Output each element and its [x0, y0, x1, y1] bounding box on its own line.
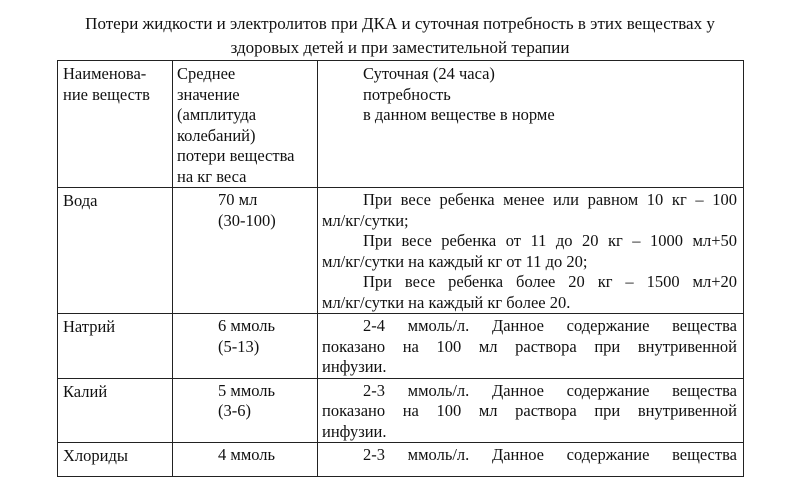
- daily-requirement: 2-3 ммоль/л. Данное содержание вещества показано на 100 мл раствора при внутривенной инфузии.: [318, 378, 744, 443]
- table-row: [58, 314, 744, 379]
- document-title-line-1: Потери жидкости и электролитов при ДКА и суточная потребность в этих веществах у: [85, 14, 715, 33]
- header-average-loss: Среднее значение (амплитуда колебаний) потери вещества на кг веса: [173, 61, 318, 188]
- table-row: [58, 188, 744, 314]
- header-substance-name: Наименова- ние веществ: [58, 61, 173, 188]
- daily-requirement: 2-4 ммоль/л. Данное содержание вещества показано на 100 мл раствора при внутривенной инфузии.: [318, 314, 744, 379]
- table-row: [58, 378, 744, 443]
- average-loss: 4 ммоль: [173, 443, 318, 477]
- average-loss: 5 ммоль (3-6): [173, 378, 318, 443]
- average-loss: 70 мл (30-100): [173, 188, 318, 314]
- daily-requirement: 2-3 ммоль/л. Данное содержание вещества: [318, 443, 744, 477]
- daily-requirement: При весе ребенка менее или равном 10 кг – 100 мл/кг/сутки; При весе ребенка от 11 до 20 кг – 1000 мл+50 мл/кг/сутки на каждый кг от 11 до 20; При весе ребенка более 20 кг – 1500 мл+20 мл/кг/сутки на каждый кг более 20.: [318, 188, 744, 314]
- table-header-row: [58, 61, 744, 188]
- average-loss: 6 ммоль (5-13): [173, 314, 318, 379]
- electrolyte-table: [57, 60, 744, 477]
- substance-name: Хлориды: [58, 443, 173, 477]
- substance-name: Натрий: [58, 314, 173, 379]
- substance-name: Калий: [58, 378, 173, 443]
- document-title-line-2: здоровых детей и при заместительной терапии: [230, 38, 570, 57]
- table-row: [58, 443, 744, 477]
- header-daily-requirement: Суточная (24 часа) потребность в данном веществе в норме: [318, 61, 744, 188]
- substance-name: Вода: [58, 188, 173, 314]
